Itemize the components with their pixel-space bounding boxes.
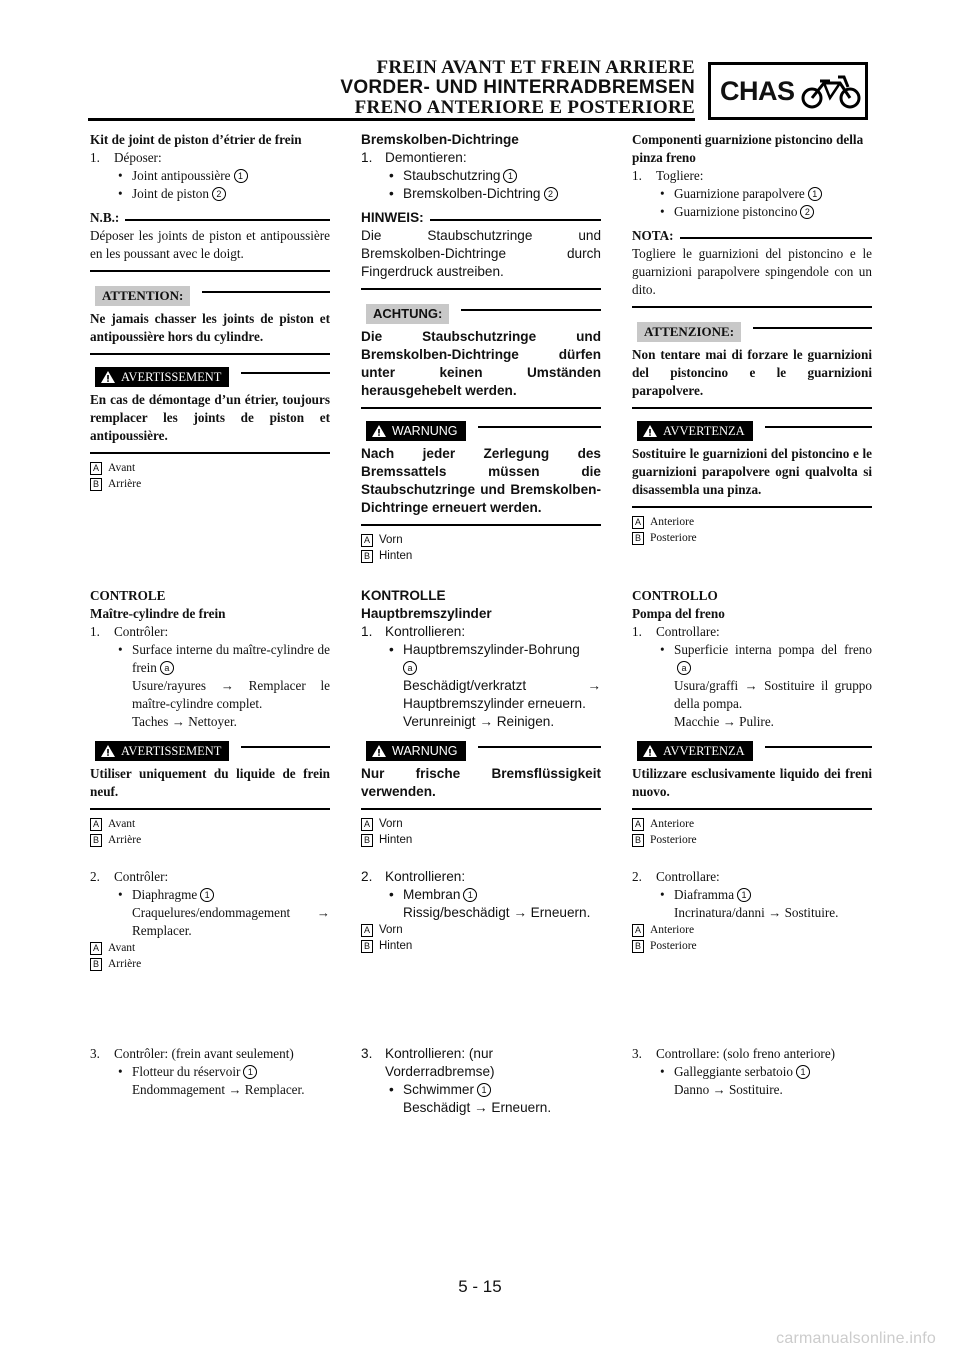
italian-column-control [632, 587, 872, 848]
de-bullet: • Membran 1 [361, 886, 601, 904]
it-bullet: • Guarnizione parapolvere 1 [632, 185, 872, 203]
de-legend-b: B Hinten [361, 548, 601, 564]
it-bullet: • Superficie interna pompa del frenoa [660, 642, 872, 673]
french-column-step3 [90, 1045, 330, 1099]
header-rule [88, 118, 695, 121]
it-legend-a: A Anteriore [632, 816, 872, 832]
page-number: 5 - 15 [458, 1277, 502, 1296]
callout-a: a [160, 661, 174, 675]
de-legend-b: B Hinten [361, 832, 601, 848]
it-check-result-2: Macchie → Pulire. [674, 714, 774, 729]
it-warning-header: AVVERTENZA [632, 421, 872, 441]
de-legend-a: A Vorn [361, 532, 601, 548]
fr-check-result-2: Taches → Nettoyer. [132, 714, 237, 729]
fr-bullet: • Diaphragme 1 [90, 886, 330, 904]
callout-2: 2 [800, 205, 814, 219]
warning-triangle-icon [372, 425, 386, 437]
fr-bullet: • Joint de piston 2 [90, 185, 330, 203]
french-column-control [90, 587, 330, 848]
callout-1: 1 [503, 169, 517, 183]
it-step-3: 3. Controllare: (solo freno anteriore) [632, 1046, 836, 1061]
fr-legend-b: B Arrière [90, 832, 330, 848]
de-legend-b: B Hinten [361, 938, 601, 954]
fr-warning-text: En cas de démontage d’un étrier, toujours remplacer les joints de piston et antipoussière. [90, 392, 330, 443]
it-legend-b: B Posteriore [632, 832, 872, 848]
it-warning-text: Sostituire le guarnizioni del pistoncino e le guarnizioni parapolvere ogni qualvolta si disassembla una pinza. [632, 446, 872, 497]
de-control-title: KONTROLLE [361, 588, 446, 603]
it-attention-text: Non tentare mai di forzare le guarnizioni del pistoncino e le guarnizioni parapolvere. [632, 347, 872, 398]
callout-1: 1 [737, 888, 751, 902]
it-warning-header: AVVERTENZA [632, 741, 872, 761]
it-note-text: Togliere le guarnizioni del pistoncino e le guarnizioni parapolvere spingendole con un dito. [632, 246, 872, 297]
de-legend-a: A Vorn [361, 816, 601, 832]
it-note-header: NOTA: [632, 227, 872, 245]
de-check-result-1: Beschädigt/verkratzt → Hauptbremszylinder erneuern. [403, 678, 601, 711]
german-column-step3 [361, 1045, 601, 1117]
it-bullet: • Guarnizione pistoncino 2 [632, 203, 872, 221]
warning-triangle-icon [643, 745, 657, 757]
callout-1: 1 [477, 1083, 491, 1097]
french-column-top [90, 131, 330, 492]
de-control-subtitle: Hauptbremszylinder [361, 606, 492, 621]
de-bullet: • Staubschutzring 1 [361, 167, 601, 185]
de-warning-text: Nur frische Bremsflüssigkeit verwenden. [361, 766, 601, 799]
de-attention-text: Die Staubschutzringe und Bremskolben-Dichtringe dürfen unter keinen Umständen herausgehebelt werden. [361, 329, 601, 398]
title-german: VORDER- UND HINTERRADBREMSEN [340, 77, 695, 98]
fr-control-title: CONTROLE [90, 588, 166, 603]
callout-1: 1 [234, 169, 248, 183]
fr-control-subtitle: Maître-cylindre de frein [90, 606, 226, 621]
fr-warning-header: AVERTISSEMENT [90, 741, 330, 761]
it-legend-a: A Anteriore [632, 514, 872, 530]
it-control-subtitle: Pompa del freno [632, 606, 725, 621]
fr-note-text: Déposer les joints de piston et antipoussière en les poussant avec le doigt. [90, 228, 330, 261]
de-check-result: Rissig/beschädigt → Erneuern. [403, 905, 591, 920]
fr-legend-a: A Avant [90, 460, 330, 476]
german-column-step2 [361, 868, 601, 954]
motorcycle-icon [800, 71, 862, 111]
de-check-result: Beschädigt → Erneuern. [403, 1100, 552, 1115]
it-legend-b: B Posteriore [632, 938, 872, 954]
callout-a: a [403, 661, 417, 675]
fr-legend-a: A Avant [90, 940, 330, 956]
title-french: FREIN AVANT ET FREIN ARRIERE [376, 57, 695, 78]
it-check-result: Incrinatura/danni → Sostituire. [674, 905, 839, 920]
fr-note-header: N.B.: [90, 209, 330, 227]
badge-label: CHAS [720, 75, 795, 106]
fr-step-1: 1. Déposer: [90, 150, 162, 165]
de-bullet: • Bremskolben-Dichtring 2 [361, 185, 601, 203]
fr-attention-header: ATTENTION: [90, 286, 330, 306]
callout-1: 1 [463, 888, 477, 902]
italian-column-top [632, 131, 872, 546]
de-step-3: 3. Kontrollieren: (nur Vorderradbremse) [361, 1046, 495, 1079]
title-italian: FRENO ANTERIORE E POSTERIORE [354, 97, 695, 118]
callout-2: 2 [544, 187, 558, 201]
fr-step-2: 2. Contrôler: [90, 869, 169, 884]
fr-check-result-1: Usure/rayures → Remplacer le maître-cylindre complet. [132, 678, 330, 711]
warning-triangle-icon [372, 745, 386, 757]
de-bullet: • Schwimmer 1 [361, 1081, 601, 1099]
watermark: carmanualsonline.info [776, 1330, 936, 1347]
de-warning-text: Nach jeder Zerlegung des Bremssattels müssen die Staubschutzringe und Bremskolben-Dichtringe erneuert werden. [361, 446, 601, 515]
it-step-1: 1. Controllare: [632, 624, 720, 639]
it-step-2: 2. Controllare: [632, 869, 720, 884]
it-attention-header: ATTENZIONE: [632, 322, 872, 342]
fr-section-title: Kit de joint de piston d’étrier de frein [90, 132, 302, 147]
italian-column-step3 [632, 1045, 872, 1099]
fr-warning-text: Utiliser uniquement du liquide de frein neuf. [90, 766, 330, 799]
fr-step-1: 1. Contrôler: [90, 624, 169, 639]
de-attention-header: ACHTUNG: [361, 304, 601, 324]
callout-2: 2 [212, 187, 226, 201]
it-legend-a: A Anteriore [632, 922, 872, 938]
it-control-title: CONTROLLO [632, 588, 718, 603]
de-step-1: 1. Kontrollieren: [361, 624, 466, 639]
german-column-top [361, 131, 601, 564]
fr-legend-a: A Avant [90, 816, 330, 832]
callout-a: a [677, 661, 691, 675]
fr-bullet: • Flotteur du réservoir 1 [90, 1063, 330, 1081]
de-warning-header: WARNUNG [361, 741, 601, 761]
it-section-title: Componenti guarnizione pistoncino della pinza freno [632, 132, 864, 165]
it-warning-text: Utilizzare esclusivamente liquido dei freni nuovo. [632, 766, 872, 799]
fr-warning-header: AVERTISSEMENT [90, 367, 330, 387]
de-warning-header: WARNUNG [361, 421, 601, 441]
fr-bullet: • Surface interne du maître-cylindre de frein a [118, 642, 330, 675]
warning-triangle-icon [101, 371, 115, 383]
italian-column-step2 [632, 868, 872, 954]
fr-bullet: • Joint antipoussière 1 [90, 167, 330, 185]
it-check-result-1: Usura/graffi → Sostituire il gruppo della pompa. [674, 678, 872, 711]
fr-legend-b: B Arrière [90, 956, 330, 972]
it-bullet: • Galleggiante serbatoio 1 [632, 1063, 872, 1081]
de-step-2: 2. Kontrollieren: [361, 869, 466, 884]
fr-check-result: Craquelures/endommagement → Remplacer. [132, 905, 330, 938]
it-step-1: 1. Togliere: [632, 168, 704, 183]
it-legend-b: B Posteriore [632, 530, 872, 546]
fr-legend-b: B Arrière [90, 476, 330, 492]
page-header-titles [340, 58, 695, 118]
it-check-result: Danno → Sostituire. [674, 1082, 783, 1097]
callout-1: 1 [808, 187, 822, 201]
section-badge [708, 62, 868, 120]
de-bullet: • Hauptbremszylinder-Bohrung a [389, 642, 580, 673]
de-legend-a: A Vorn [361, 922, 601, 938]
fr-step-3: 3. Contrôler: (frein avant seulement) [90, 1046, 294, 1061]
step-number: 1. [90, 150, 100, 165]
fr-attention-text: Ne jamais chasser les joints de piston et antipoussière hors du cylindre. [90, 311, 330, 344]
de-note-header: HINWEIS: [361, 209, 601, 227]
de-step-1: 1. Demontieren: [361, 150, 467, 165]
german-column-control [361, 587, 601, 848]
warning-triangle-icon [643, 425, 657, 437]
callout-1: 1 [796, 1065, 810, 1079]
callout-1: 1 [200, 888, 214, 902]
fr-check-result: Endommagement → Remplacer. [132, 1082, 305, 1097]
it-bullet: • Diaframma 1 [632, 886, 872, 904]
french-column-step2 [90, 868, 330, 972]
warning-triangle-icon [101, 745, 115, 757]
callout-1: 1 [243, 1065, 257, 1079]
de-note-text: Die Staubschutzringe und Bremskolben-Dichtringe durch Fingerdruck austreiben. [361, 228, 601, 279]
de-section-title: Bremskolben-Dichtringe [361, 132, 519, 147]
de-check-result-2: Verunreinigt → Reinigen. [403, 714, 555, 729]
